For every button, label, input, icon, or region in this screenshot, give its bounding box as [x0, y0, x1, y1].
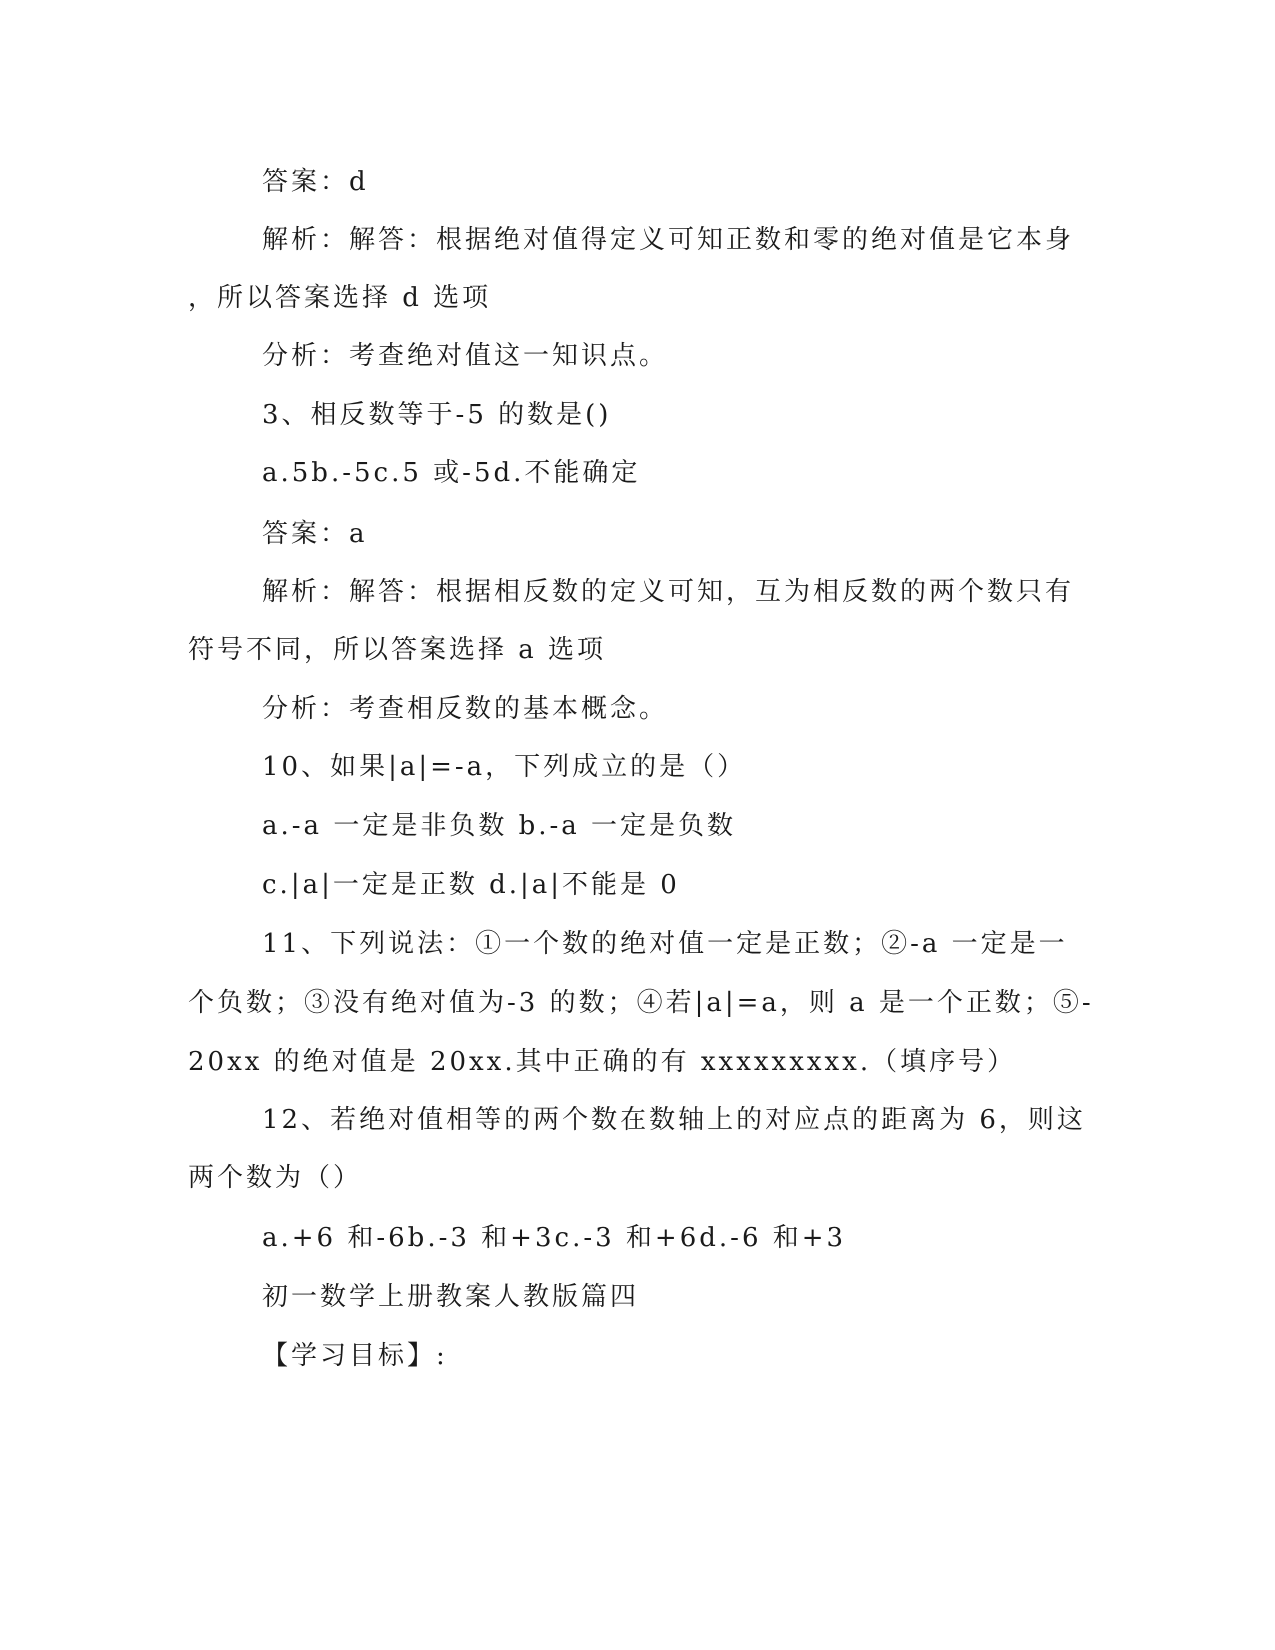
question-10: 10、如果|a|=-a，下列成立的是（）	[262, 752, 747, 782]
question-3-options: a.5b.-5c.5 或-5d.不能确定	[262, 458, 641, 488]
question-12-options: a.+6 和-6b.-3 和+3c.-3 和+6d.-6 和+3	[262, 1223, 847, 1253]
question-10-options-cd: c.|a|一定是正数 d.|a|不能是 0	[262, 870, 680, 900]
question-12: 12、若绝对值相等的两个数在数轴上的对应点的距离为 6，则这	[262, 1105, 1086, 1135]
question-10-options-ab: a.-a 一定是非负数 b.-a 一定是负数	[262, 811, 737, 841]
question-11-cont-2: 20xx 的绝对值是 20xx.其中正确的有 xxxxxxxxx.（填序号）	[188, 1047, 1017, 1077]
question-11-cont-1: 个负数；③没有绝对值为-3 的数；④若|a|=a，则 a 是一个正数；⑤-	[188, 988, 1094, 1018]
question-3: 3、相反数等于-5 的数是()	[262, 400, 612, 430]
analysis-line-3: 解析：解答：根据相反数的定义可知，互为相反数的两个数只有	[262, 577, 1075, 607]
question-12-cont: 两个数为（）	[188, 1163, 363, 1193]
analysis-line-1-cont: ，所以答案选择 d 选项	[188, 283, 492, 313]
question-11: 11、下列说法：①一个数的绝对值一定是正数；②-a 一定是一	[262, 929, 1068, 959]
answer-line-1: 答案：d	[262, 167, 369, 197]
review-line-3: 分析：考查相反数的基本概念。	[262, 694, 669, 724]
analysis-line-1: 解析：解答：根据绝对值得定义可知正数和零的绝对值是它本身	[262, 225, 1075, 255]
answer-line-3: 答案：a	[262, 519, 368, 549]
review-line-1: 分析：考查绝对值这一知识点。	[262, 341, 669, 371]
learning-goals-heading: 【学习目标】:	[262, 1341, 448, 1371]
analysis-line-3-cont: 符号不同，所以答案选择 a 选项	[188, 635, 607, 665]
section-heading: 初一数学上册教案人教版篇四	[262, 1282, 640, 1312]
